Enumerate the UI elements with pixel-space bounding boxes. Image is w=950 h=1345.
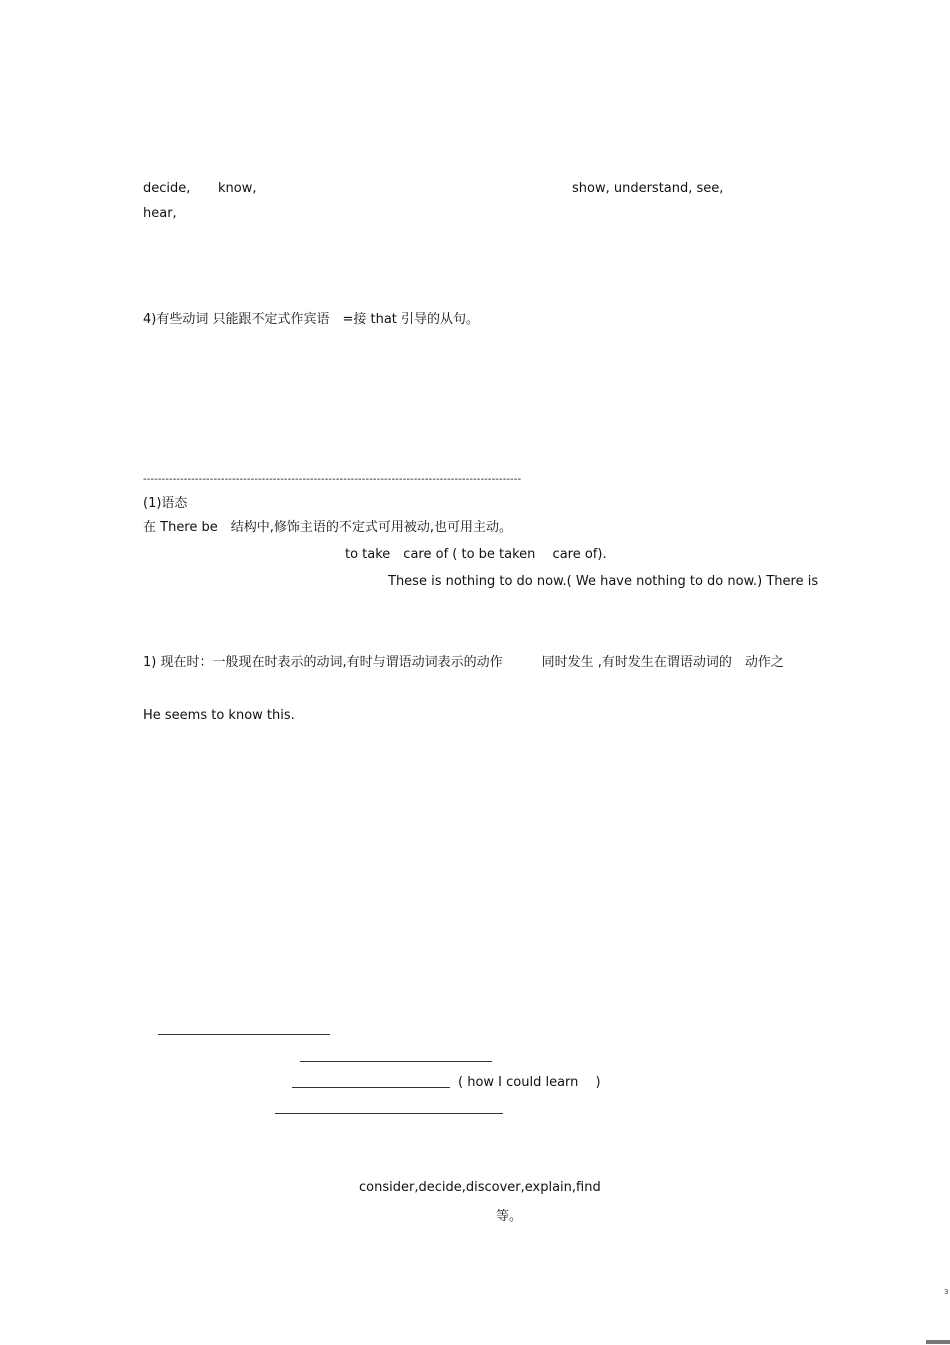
heading-voice: (1)语态	[143, 496, 188, 511]
text-know: know,	[218, 181, 257, 196]
page-scroll-indicator	[926, 1340, 950, 1344]
text-decide: decide,	[143, 181, 191, 196]
page-number: 3	[944, 1288, 949, 1296]
text-to-take-care-of: to take care of ( to be taken care of).	[345, 547, 607, 562]
text-show-understand-see: show, understand, see,	[572, 181, 724, 196]
dashed-separator: ------------------------------------------------------------------------------------------------------	[143, 474, 522, 485]
text-example-seems-to-know: He seems to know this.	[143, 708, 295, 723]
text-verb-list: consider,decide,discover,explain,find	[359, 1180, 601, 1195]
text-etc: 等。	[496, 1209, 523, 1224]
rule-4-verbs-infinitive: 4)有些动词 只能跟不定式作宾语 =接 that 引导的从句。	[143, 312, 480, 327]
text-present-tense: 1) 现在时：一般现在时表示的动词,有时与谓语动词表示的动作 同时发生 ,有时发生在谓语动词的 动作之	[143, 655, 784, 670]
blank-line-3	[292, 1087, 450, 1088]
blank-line-1	[158, 1034, 330, 1035]
blank-line-4	[275, 1113, 503, 1114]
text-example-nothing-to-do: These is nothing to do now.( We have nothing to do now.) There is	[388, 574, 819, 589]
text-how-i-could-learn: ( how I could learn )	[458, 1075, 601, 1090]
text-there-be-structure: 在 There be 结构中,修饰主语的不定式可用被动,也可用主动。	[143, 520, 513, 535]
blank-line-2	[300, 1061, 492, 1062]
text-hear: hear,	[143, 206, 177, 221]
